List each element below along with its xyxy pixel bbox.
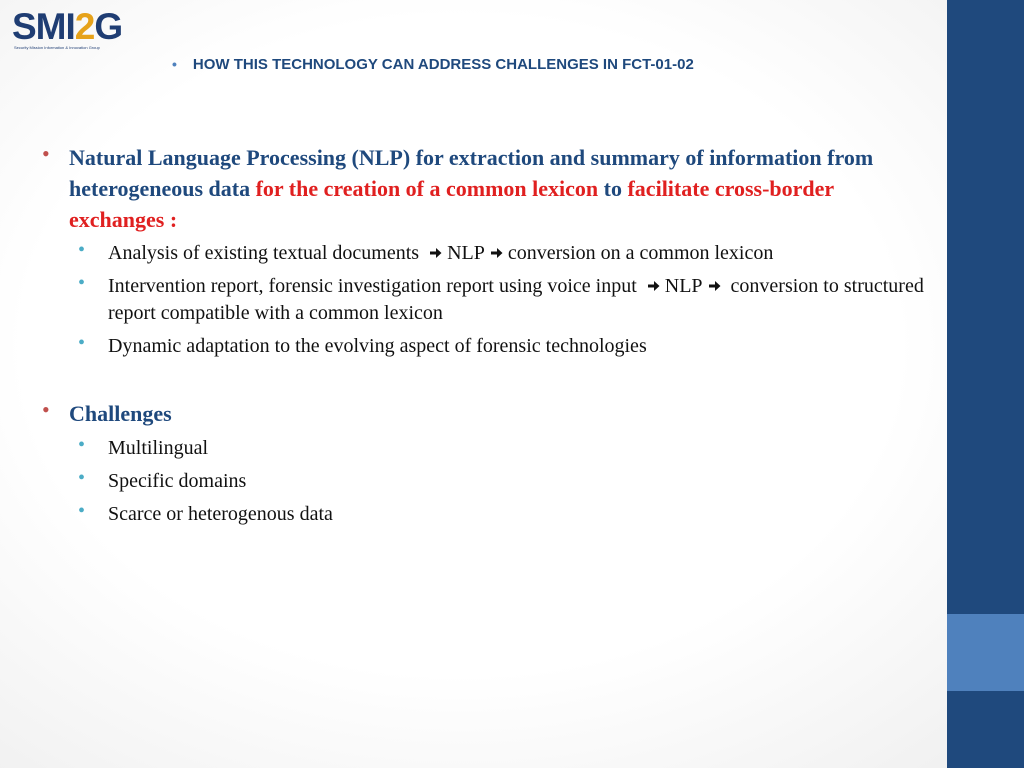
bullet-icon: • <box>78 467 86 489</box>
bullet-icon: • <box>172 56 177 72</box>
arrow-right-icon <box>491 247 503 259</box>
list-item: • Analysis of existing textual documents NLP conversion on a common lexicon <box>78 239 774 264</box>
list-item: • Dynamic adaptation to the evolving aspect of forensic technologies <box>78 332 647 357</box>
bullet-icon: • <box>42 141 50 166</box>
bullet-icon: • <box>78 239 86 261</box>
logo-wordmark: SMI2G <box>12 6 123 47</box>
logo <box>12 8 144 50</box>
list-item: • Scarce or heterogenous data <box>78 500 333 525</box>
arrow-right-icon <box>430 247 442 259</box>
slide-subtitle <box>172 56 694 73</box>
logo-tagline: Security Mission Information & Innovation Group <box>14 45 100 50</box>
slide-subtitle-text: HOW THIS TECHNOLOGY CAN ADDRESS CHALLENGES IN FCT-01-02 <box>192 56 694 73</box>
bullet-icon: • <box>78 434 86 456</box>
list-item: • Intervention report, forensic investigation report using voice input NLP conversion to structured report compatible with a common lexicon <box>78 272 924 324</box>
bullet-icon: • <box>42 397 50 422</box>
bullet-icon: • <box>78 500 86 522</box>
section-challenges-heading: • Challenges <box>69 398 929 429</box>
arrow-right-icon <box>709 280 721 292</box>
sidebar-accent-block <box>947 614 1024 691</box>
bullet-icon: • <box>78 272 86 294</box>
bullet-icon: • <box>78 332 86 354</box>
list-item: • Multilingual <box>78 434 208 459</box>
list-item: • Specific domains <box>78 467 247 492</box>
section-nlp-heading: • Natural Language Processing (NLP) for extraction and summary of information from heterogeneous data for the creation of a common lexicon to facilitate cross-border exchanges : <box>69 142 929 235</box>
arrow-right-icon <box>648 280 660 292</box>
